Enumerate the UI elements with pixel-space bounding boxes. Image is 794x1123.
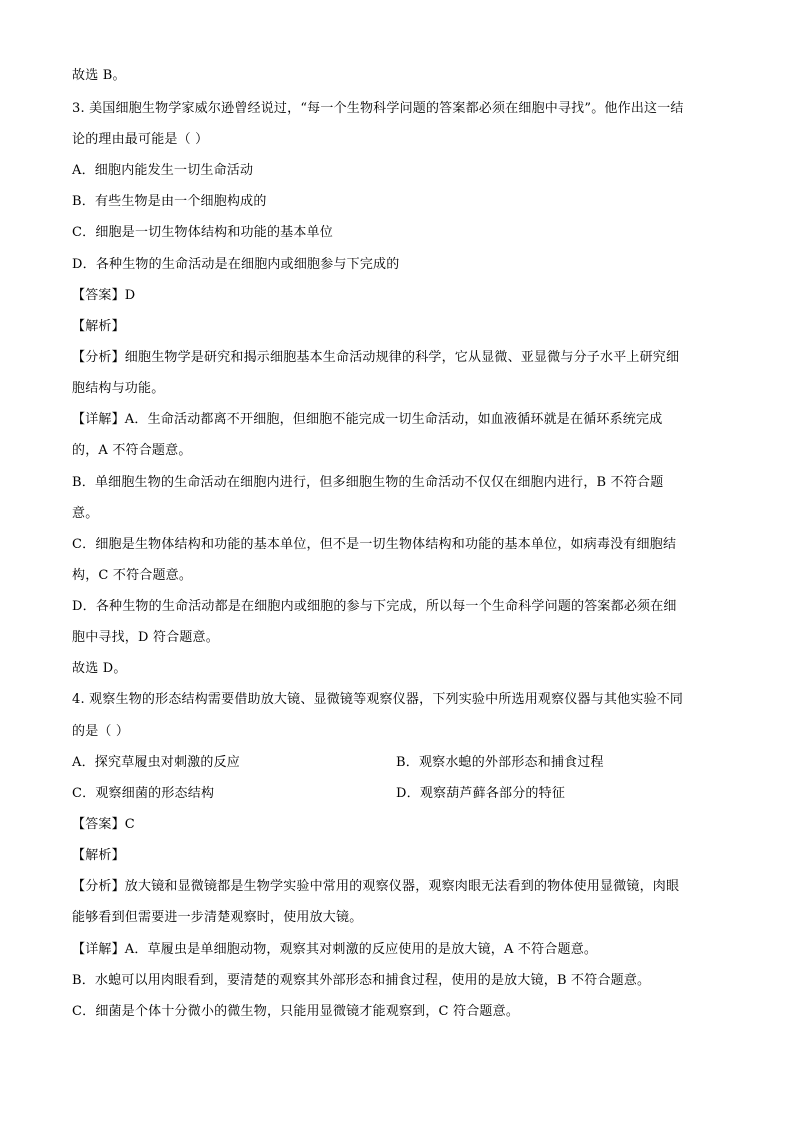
question-4-option-d: D．观察葫芦藓各部分的特征 xyxy=(396,786,566,801)
question-3-analysis-line-2: 胞结构与功能。 xyxy=(72,381,165,396)
question-3-stem-line-2: 论的理由最可能是（ ） xyxy=(72,132,209,147)
question-3-stem-line-1: 3. 美国细胞生物学家威尔逊曾经说过，“每一个生物科学问题的答案都必须在细胞中寻找”。他作出这一结 xyxy=(72,101,684,116)
question-4-detail-line-2: B．水螅可以用肉眼看到，要清楚的观察其外部形态和捕食过程，使用的是放大镜，B 不符合题意。 xyxy=(72,973,651,988)
previous-question-conclusion: 故选 B。 xyxy=(72,68,126,83)
question-3-detail-line-6: 构，C 不符合题意。 xyxy=(72,568,193,583)
question-3-analysis-label: 【解析】 xyxy=(72,319,125,334)
question-3-detail-line-2: 的，A 不符合题意。 xyxy=(72,443,192,458)
question-4-stem-line-1: 4. 观察生物的形态结构需要借助放大镜、显微镜等观察仪器，下列实验中所选用观察仪器与其他实验不同 xyxy=(72,692,684,707)
question-4-answer: 【答案】C xyxy=(72,817,135,832)
question-3-answer: 【答案】D xyxy=(72,288,136,303)
question-4-option-a: A．探究草履虫对刺激的反应 xyxy=(72,755,240,770)
question-3-option-c: C．细胞是一切生物体结构和功能的基本单位 xyxy=(72,225,333,240)
question-4-detail-line-1: 【详解】A．草履虫是单细胞动物，观察其对刺激的反应使用的是放大镜，A 不符合题意。 xyxy=(72,942,598,957)
question-3-option-d: D．各种生物的生命活动是在细胞内或细胞参与下完成的 xyxy=(72,257,400,272)
question-3-analysis-line-1: 【分析】细胞生物学是研究和揭示细胞基本生命活动规律的科学，它从显微、亚显微与分子水平上研究细 xyxy=(72,350,680,365)
question-3-detail-line-8: 胞中寻找，D 符合题意。 xyxy=(72,630,219,645)
question-4-option-b: B．观察水螅的外部形态和捕食过程 xyxy=(396,755,604,770)
question-4-analysis-line-1: 【分析】放大镜和显微镜都是生物学实验中常用的观察仪器，观察肉眼无法看到的物体使用显微镜，肉眼 xyxy=(72,879,680,894)
question-3-detail-line-3: B．单细胞生物的生命活动在细胞内进行，但多细胞生物的生命活动不仅仅在细胞内进行，B 不符合题 xyxy=(72,475,664,490)
question-3-detail-line-5: C．细胞是生物体结构和功能的基本单位，但不是一切生物体结构和功能的基本单位，如病毒没有细胞结 xyxy=(72,537,677,552)
question-3-conclusion: 故选 D。 xyxy=(72,661,127,676)
question-4-detail-line-3: C．细菌是个体十分微小的微生物，只能用显微镜才能观察到，C 符合题意。 xyxy=(72,1004,520,1019)
question-3-detail-line-7: D．各种生物的生命活动都是在细胞内或细胞的参与下完成，所以每一个生命科学问题的答案都必须在细 xyxy=(72,599,677,614)
question-3-detail-line-1: 【详解】A．生命活动都离不开细胞，但细胞不能完成一切生命活动，如血液循环就是在循环系统完成 xyxy=(72,412,663,427)
question-4-analysis-line-2: 能够看到但需要进一步清楚观察时，使用放大镜。 xyxy=(72,910,363,925)
question-4-analysis-label: 【解析】 xyxy=(72,848,125,863)
question-4-option-c: C．观察细菌的形态结构 xyxy=(72,786,215,801)
question-3-detail-line-4: 意。 xyxy=(72,506,99,521)
question-3-option-a: A．细胞内能发生一切生命活动 xyxy=(72,163,254,178)
question-3-option-b: B．有些生物是由一个细胞构成的 xyxy=(72,194,267,209)
question-4-stem-line-2: 的是（ ） xyxy=(72,724,130,739)
